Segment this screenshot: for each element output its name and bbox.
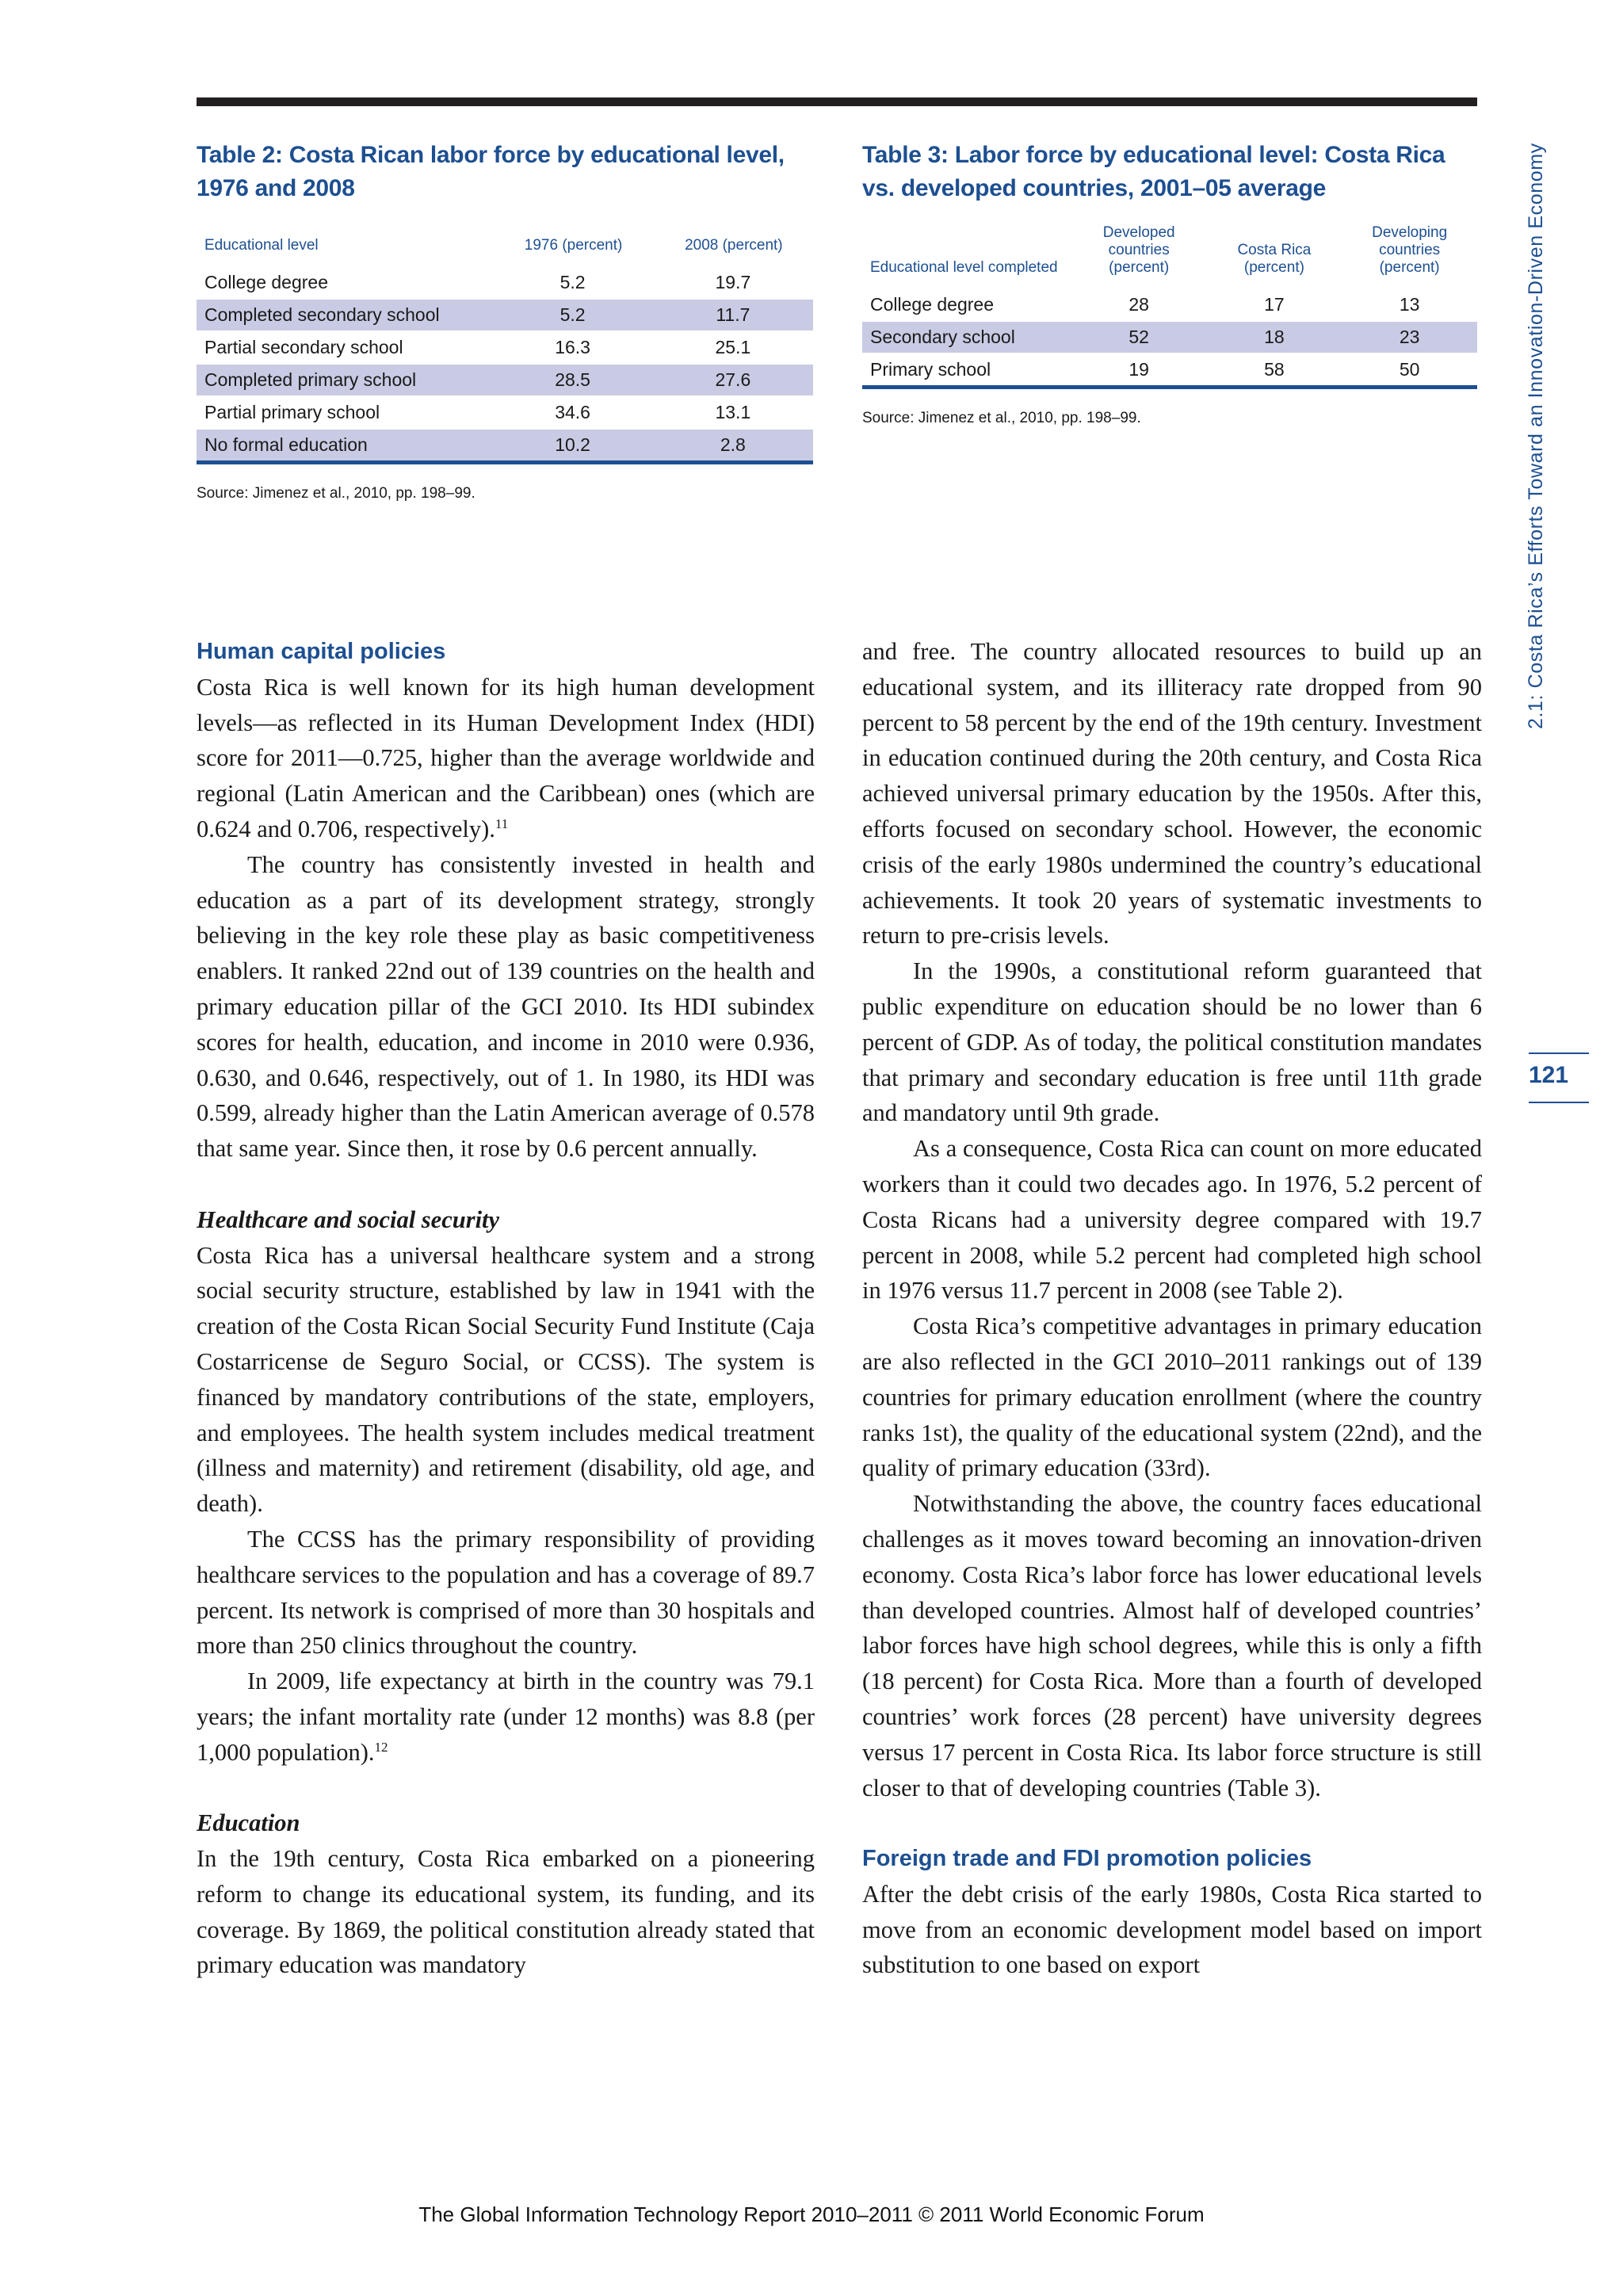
table-2-header-cell: 2008 (percent) [685,237,783,254]
paragraph: After the debt crisis of the early 1980s, Costa Rica started to move from an economic development model based on import substitution to one based on export [862,1880,1482,1979]
table-2-title: Table 2: Costa Rican labor force by educational level, 1976 and 2008 [197,142,785,201]
paragraph: and free. The country allocated resources to build up an educational system, and its illiteracy rate dropped from 90 percent to 58 percent by the end of the 19th century. Investment in education continued during the 20th century, and Costa Rica achieved universal primary education by the 1950s. After this, efforts focused on secondary school. However, the economic crisis of the early 1980s undermined the country’s educational achievements. It took 20 years of systematic investments to return to pre-crisis levels. [862,638,1482,949]
paragraph: In the 1990s, a constitutional reform guaranteed that public expenditure on education should be no lower than 6 percent of GDP. As of today, the political constitution mandates that primary and secondary education is free until 11th grade and mandatory until 9th grade. [862,957,1482,1127]
table-row [862,321,1477,353]
table-2-header-row [197,237,813,263]
table-cell: 58 [1207,353,1342,388]
table-2 [197,139,813,502]
table-2-grid [197,237,813,464]
page-number: 121 [1529,1062,1569,1088]
table-cell: College degree [862,285,1071,321]
table-cell: 10.2 [492,429,652,463]
table-3-header-cell: Costa Rica (percent) [1237,242,1312,276]
paragraph [197,670,815,847]
paragraph-text: In 2009, life expectancy at birth in the country was 79.1 years; the infant mortality rate (under 12 months) was 8.8 (per 1,000 population). [197,1668,815,1766]
footnote-ref: 11 [495,816,509,831]
body-column-right [862,634,1482,1983]
table-cell: 18 [1207,321,1342,353]
table-cell: 52 [1071,321,1207,353]
table-cell: 28 [1071,285,1207,321]
table-2-header-cell: 1976 (percent) [524,237,623,254]
table-row [197,364,813,396]
table-cell: 27.6 [653,364,813,396]
table-cell: 2.8 [653,429,813,463]
table-cell: Secondary school [862,321,1071,353]
table-3-title: Table 3: Labor force by educational level: Costa Rica vs. developed countries, 2001–05 average [862,142,1445,201]
table-cell: Primary school [862,353,1071,388]
table-2-source: Source: Jimenez et al., 2010, pp. 198–99. [197,485,475,502]
table-cell: 11.7 [653,299,813,331]
page-number-rule-bottom [1529,1102,1589,1103]
table-3-header-cell: Educational level completed [870,259,1058,276]
spacer [862,1805,1482,1841]
table-cell: 19 [1071,353,1207,388]
table-cell: 28.5 [492,364,652,396]
table-cell: College degree [197,263,492,299]
paragraph: As a consequence, Costa Rica can count on more educated workers than it could two decades ago. In 1976, 5.2 percent of Costa Ricans had a university degree compared with 19.7 percent in 2008, while 5.2 percent had completed high school in 1976 versus 11.7 percent in 2008 (see Table 2). [862,1135,1482,1305]
heading-healthcare: Healthcare and social security [197,1205,500,1233]
table-row [197,331,813,364]
table-cell: Completed primary school [197,364,492,396]
table-cell: 17 [1207,285,1342,321]
table-cell: 50 [1342,353,1477,388]
paragraph: Costa Rica’s competitive advantages in primary education are also reflected in the GCI 2010–2011 rankings out of 139 countries for primary education enrollment (where the country ranks 1st), the quality of the educational system (22nd), and the quality of primary education (33rd). [862,1312,1482,1482]
footnote-ref: 12 [374,1739,388,1755]
paragraph [197,1664,815,1770]
table-cell: 5.2 [492,299,652,331]
table-cell: Partial primary school [197,396,492,429]
table-cell: 19.7 [653,263,813,299]
paragraph: In the 19th century, Costa Rica embarked on a pioneering reform to change its educational system, its funding, and its coverage. By 1869, the political constitution already stated that primary education was mandatory [197,1845,815,1979]
table-cell: 34.6 [492,396,652,429]
body-column-left [197,634,815,1983]
table-row [862,285,1477,321]
heading-human-capital: Human capital policies [197,639,446,664]
table-cell: 13.1 [653,396,813,429]
top-rule [197,97,1477,106]
table-cell: 16.3 [492,331,652,364]
table-cell: Completed secondary school [197,299,492,331]
spacer [197,1167,815,1202]
table-cell: 13 [1342,285,1477,321]
table-3 [862,139,1477,427]
table-row [197,263,813,299]
paragraph: Notwithstanding the above, the country faces educational challenges as it moves toward becoming an innovation-driven economy. Costa Rica’s labor force has lower educational levels than developed countries. Almost half of developed countries’ labor forces have high school degrees, while this is only a fifth (18 percent) for Costa Rica. More than a fourth of developed countries’ work forces (28 percent) have university degrees versus 17 percent in Costa Rica. Its labor force structure is still closer to that of developing countries (Table 3). [862,1490,1482,1801]
paragraph-text: Costa Rica is well known for its high human development levels—as reflected in its Human Development Index (HDI) score for 2011—0.725, higher than the average worldwide and regional (Latin American and the Caribbean) ones (which are 0.624 and 0.706, respectively). [197,673,815,842]
table-cell: Partial secondary school [197,331,492,364]
table-row [197,396,813,429]
table-2-header-cell: Educational level [204,237,319,254]
table-row [197,429,813,463]
heading-foreign-trade: Foreign trade and FDI promotion policies [862,1846,1312,1872]
table-cell: 25.1 [653,331,813,364]
page-number-rule-top [1529,1052,1589,1054]
table-3-header-row [862,224,1477,285]
heading-education: Education [197,1809,300,1837]
page-footer: The Global Information Technology Report 2010–2011 © 2011 World Economic Forum [418,2202,1205,2226]
running-section-title: 2.1: Costa Rica’s Efforts Toward an Innovation-Driven Economy [1525,143,1547,729]
paragraph: Costa Rica has a universal healthcare system and a strong social security structure, established by law in 1941 with the creation of the Costa Rican Social Security Fund Institute (Caja Costarricense de Seguro Social, or CCSS). The system is financed by mandatory contributions of the state, employers, and employees. The health system includes medical treatment (illness and maternity) and retirement (disability, old age, and death). [197,1241,815,1518]
table-3-source: Source: Jimenez et al., 2010, pp. 198–99. [862,410,1141,426]
table-3-header-cell: Developed countries (percent) [1102,224,1175,276]
table-row [197,299,813,331]
spacer [197,1771,815,1806]
table-cell: No formal education [197,429,492,463]
table-cell: 23 [1342,321,1477,353]
paragraph: The CCSS has the primary responsibility of providing healthcare services to the population and has a coverage of 89.7 percent. Its network is comprised of more than 30 hospitals and more than 250 clinics throughout the country. [197,1525,815,1660]
table-3-grid [862,224,1477,389]
paragraph: The country has consistently invested in health and education as a part of its development strategy, strongly believing in the key role these play as basic competitiveness enablers. It ranked 22nd out of 139 countries on the health and primary education pillar of the GCI 2010. Its HDI subindex scores for health, education, and income in 2010 were 0.936, 0.630, and 0.646, respectively, out of 1. In 1980, its HDI was 0.599, already higher than the Latin American average of 0.578 that same year. Since then, it rose by 0.6 percent annually. [197,850,815,1163]
table-row [862,353,1477,388]
table-3-header-cell: Developing countries (percent) [1372,224,1448,276]
table-cell: 5.2 [492,263,652,299]
